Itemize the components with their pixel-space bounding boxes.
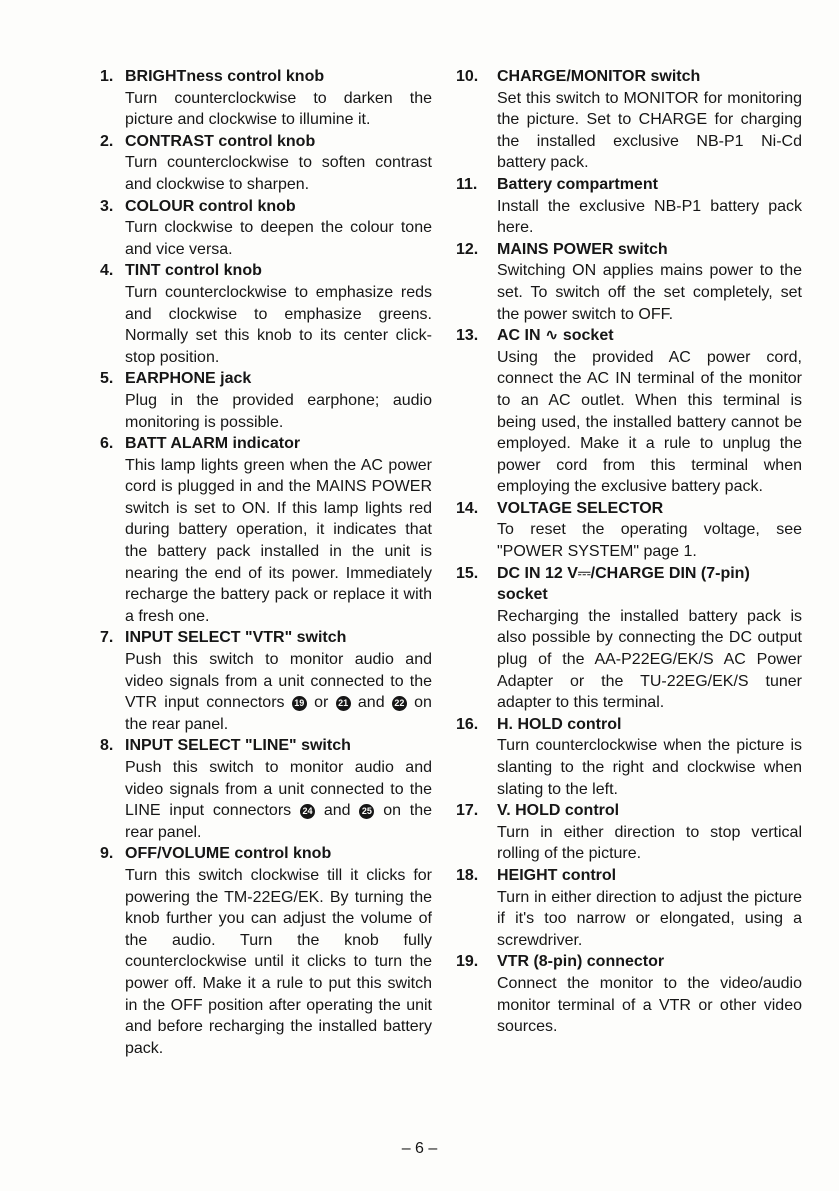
list-item — [456, 325, 802, 498]
item-title: CONTRAST control knob — [125, 132, 316, 150]
list-item — [456, 563, 802, 714]
item-title: INPUT SELECT "VTR" switch — [125, 629, 347, 647]
item-number: 17. — [456, 802, 479, 820]
connector-number-icon: 21 — [336, 696, 351, 711]
list-item — [456, 498, 802, 563]
item-title: TINT control knob — [125, 262, 262, 280]
item-number: 5. — [100, 370, 114, 388]
list-item — [100, 843, 432, 1059]
connector-number-icon: 19 — [292, 696, 307, 711]
page-number: – 6 – — [401, 1140, 438, 1157]
item-title: Battery compartment — [497, 175, 658, 193]
list-item — [456, 714, 802, 800]
item-title: EARPHONE jack — [125, 370, 252, 388]
list-item — [456, 951, 802, 1037]
item-number: 14. — [456, 499, 479, 517]
item-title: CHARGE/MONITOR switch — [497, 68, 701, 85]
item-title: COLOUR control knob — [125, 197, 296, 215]
item-number: 7. — [100, 629, 114, 647]
item-number: 9. — [100, 845, 114, 863]
list-item — [456, 865, 802, 951]
item-number: 12. — [456, 240, 479, 258]
list-item — [456, 66, 802, 174]
item-title: H. HOLD control — [497, 715, 622, 733]
item-number: 8. — [100, 737, 114, 755]
list-item — [100, 735, 432, 843]
item-number: 13. — [456, 327, 479, 345]
item-description: Push this switch to monitor audio and video signals from a unit connected to the VTR input connectors 19 or 21 and 22 on the rear panel. — [125, 651, 432, 733]
list-item — [100, 368, 432, 433]
item-title: BRIGHTness control knob — [125, 68, 325, 85]
list-item — [100, 627, 432, 735]
item-title: BATT ALARM indicator — [125, 435, 301, 453]
list-item — [100, 196, 432, 261]
list-item — [456, 800, 802, 865]
item-description: Recharging the installed battery pack is also possible by connecting the DC output plug of the AA-P22EG/EK/S AC Power Adapter or the TU-22EG/EK/S tuner adapter to this terminal. — [497, 607, 802, 712]
item-number: 4. — [100, 262, 114, 280]
item-title: DC IN 12 V⎓/CHARGE DIN (7-pin) socket — [497, 564, 750, 604]
item-description: Turn clockwise to deepen the colour tone and vice versa. — [125, 219, 432, 258]
list-item — [456, 239, 802, 325]
item-description: Turn counterclockwise to soften contrast and clockwise to sharpen. — [125, 154, 432, 193]
item-number: 6. — [100, 435, 114, 453]
item-title: VOLTAGE SELECTOR — [497, 499, 664, 517]
item-title: VTR (8-pin) connector — [497, 953, 665, 971]
item-description: Connect the monitor to the video/audio monitor terminal of a VTR or other video sources. — [497, 974, 802, 1036]
connector-number-icon: 24 — [300, 804, 315, 819]
item-title: HEIGHT control — [497, 866, 617, 884]
right-column — [456, 66, 802, 1038]
item-description: Plug in the provided earphone; audio monitoring is possible. — [125, 391, 432, 431]
item-description: Turn this switch clockwise till it clicks for powering the TM-22EG/EK. By turning the knob further you can adjust the volume of the audio. Turn the knob fully counterclockwise until it clicks to turn the power off. Make it a rule to put this switch in the OFF position after operating the unit and before recharging the installed battery pack. — [125, 866, 432, 1057]
item-description: Push this switch to monitor audio and video signals from a unit connected to the LINE input connectors 24 and 25 on the rear panel. — [125, 759, 433, 841]
item-number: 15. — [456, 564, 479, 582]
left-column — [100, 66, 432, 1059]
item-description: Turn counterclockwise when the picture is slanting to the right and clockwise when slating to the left. — [497, 737, 802, 798]
list-item — [100, 433, 432, 627]
item-description: Set this switch to MONITOR for monitoring the picture. Set to CHARGE for charging the installed exclusive NB-P1 Ni-Cd battery pack. — [497, 89, 802, 172]
item-number: 11. — [456, 175, 478, 193]
item-title: OFF/VOLUME control knob — [125, 845, 332, 863]
item-description: To reset the operating voltage, see "POWER SYSTEM" page 1. — [497, 521, 802, 561]
item-number: 16. — [456, 715, 479, 733]
connector-number-icon: 22 — [392, 696, 407, 711]
item-description: This lamp lights green when the AC power cord is plugged in and the MAINS POWER switch is set to ON. If this lamp lights red during battery operation, it indicates that the battery pack installed in the unit is nearing the end of its power. Immediately recharge the battery pack or replace it with a fresh one. — [125, 456, 432, 625]
item-description: Install the exclusive NB-P1 battery pack here. — [497, 197, 802, 237]
item-title: AC IN ∿ socket — [497, 327, 614, 345]
item-number: 2. — [100, 132, 114, 150]
item-title: V. HOLD control — [497, 802, 620, 820]
item-description: Switching ON applies mains power to the set. To switch off the set completely, set the power switch to OFF. — [497, 262, 802, 323]
item-number: 1. — [100, 68, 114, 85]
item-description: Turn counterclockwise to emphasize reds and clockwise to emphasize greens. Normally set this knob to its center click-stop position. — [125, 283, 432, 366]
connector-number-icon: 25 — [359, 804, 374, 819]
item-description: Turn counterclockwise to darken the picture and clockwise to illumine it. — [125, 89, 432, 129]
item-number: 10. — [456, 68, 479, 85]
item-description: Turn in either direction to stop vertical rolling of the picture. — [497, 823, 802, 863]
item-number: 18. — [456, 866, 479, 884]
item-number: 3. — [100, 197, 114, 215]
item-description: Using the provided AC power cord, connect the AC IN terminal of the monitor to an AC outlet. When this terminal is being used, the installed battery cannot be employed. Make it a rule to unplug the power cord from this terminal when employing the exclusive battery pack. — [497, 348, 802, 496]
list-item — [456, 174, 802, 239]
list-item — [100, 260, 432, 368]
item-description: Turn in either direction to adjust the picture if it's too narrow or elongated, using a screwdriver. — [497, 888, 802, 949]
list-item — [100, 66, 432, 131]
item-title: INPUT SELECT "LINE" switch — [125, 737, 351, 755]
list-item — [100, 131, 432, 196]
item-title: MAINS POWER switch — [497, 240, 668, 258]
item-number: 19. — [456, 953, 479, 971]
